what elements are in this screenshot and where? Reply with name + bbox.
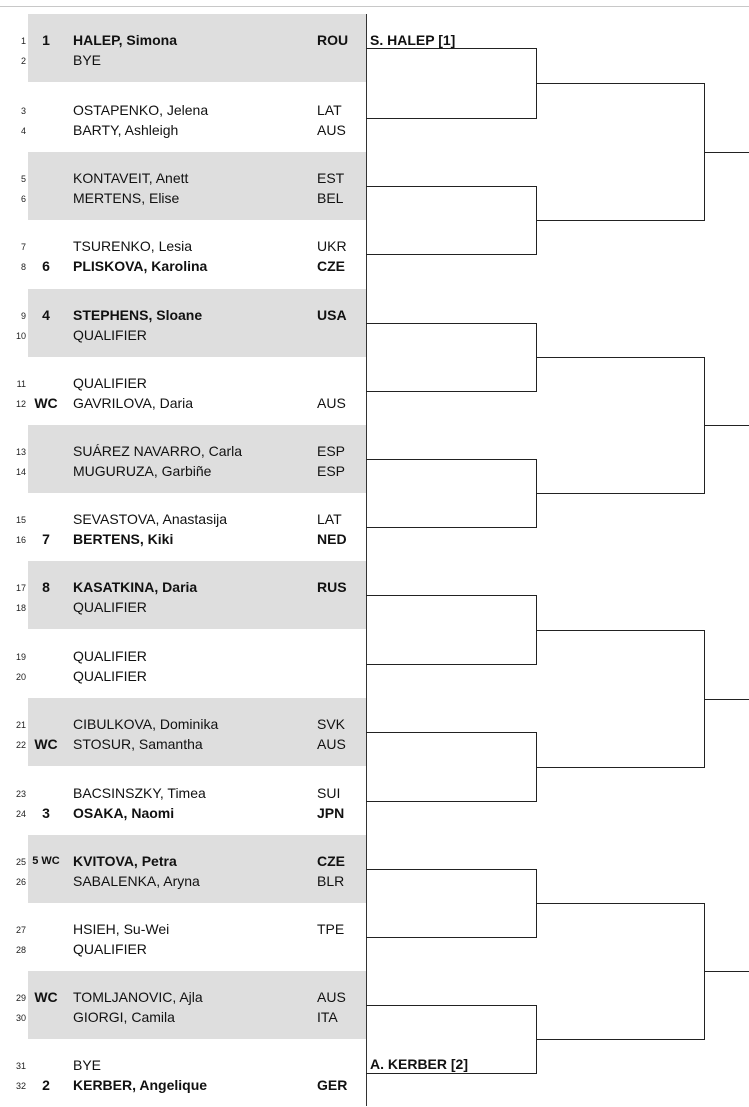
seed-label: 7 xyxy=(42,531,50,547)
bracket-line xyxy=(537,220,705,221)
player-name: SUÁREZ NAVARRO, Carla xyxy=(73,443,243,459)
advancer-top: S. HALEP [1] xyxy=(370,32,456,48)
draw-section xyxy=(28,903,367,971)
draw-section xyxy=(28,14,367,82)
player-nationality: AUS xyxy=(317,122,346,138)
draw-position: 16 xyxy=(15,535,26,545)
bracket-line xyxy=(366,1073,537,1074)
draw-section xyxy=(28,425,367,493)
draw-position: 11 xyxy=(16,379,26,389)
draw-position: 31 xyxy=(15,1061,26,1071)
player-nationality: AUS xyxy=(317,989,346,1005)
draw-column-border xyxy=(366,14,367,1106)
player-name: BACSINSZKY, Timea xyxy=(73,785,206,801)
player-name: BYE xyxy=(73,1057,102,1073)
player-name: TOMLJANOVIC, Ajla xyxy=(73,989,203,1005)
player-nationality: NED xyxy=(317,531,347,547)
player-name: BERTENS, Kiki xyxy=(73,531,174,547)
bracket-line xyxy=(366,527,537,528)
seed-label: 5 WC xyxy=(32,855,60,867)
draw-position: 30 xyxy=(15,1013,26,1023)
draw-position: 14 xyxy=(15,467,26,477)
player-name: BARTY, Ashleigh xyxy=(73,122,179,138)
bracket-line xyxy=(537,630,705,631)
player-nationality: SUI xyxy=(317,785,341,801)
bracket-line xyxy=(705,971,749,972)
player-name: SEVASTOVA, Anastasija xyxy=(73,511,228,527)
bracket-line xyxy=(366,732,537,733)
player-name: BYE xyxy=(73,52,102,68)
seed-label: 4 xyxy=(42,307,50,323)
bracket-line xyxy=(366,595,537,596)
draw-section xyxy=(28,971,367,1039)
draw-position: 22 xyxy=(15,740,26,750)
player-name: HALEP, Simona xyxy=(73,32,177,48)
player-name: KERBER, Angelique xyxy=(73,1077,208,1093)
draw-position: 18 xyxy=(15,603,26,613)
bracket-line xyxy=(537,493,705,494)
player-name: TSURENKO, Lesia xyxy=(73,238,193,254)
player-name: OSAKA, Naomi xyxy=(73,805,175,821)
player-name: KASATKINA, Daria xyxy=(73,579,198,595)
bracket-line xyxy=(366,937,537,938)
bracket-line xyxy=(537,903,705,904)
player-name: CIBULKOVA, Dominika xyxy=(73,716,219,732)
draw-position: 20 xyxy=(15,672,26,682)
draw-position: 13 xyxy=(15,447,26,457)
player-nationality: RUS xyxy=(317,579,347,595)
player-nationality: UKR xyxy=(317,238,347,254)
player-nationality: LAT xyxy=(317,511,342,527)
player-nationality: ESP xyxy=(317,443,346,459)
draw-position: 8 xyxy=(20,262,26,272)
draw-position: 12 xyxy=(15,399,26,409)
advancer-bottom: A. KERBER [2] xyxy=(370,1056,469,1072)
player-name: HSIEH, Su-Wei xyxy=(73,921,170,937)
player-name: QUALIFIER xyxy=(73,941,147,957)
player-nationality: JPN xyxy=(317,805,345,821)
seed-label: 1 xyxy=(42,32,50,48)
bracket-line xyxy=(366,186,537,187)
bracket-line xyxy=(537,1039,705,1040)
draw-section xyxy=(28,289,367,357)
bracket-line xyxy=(705,425,749,426)
bracket-line xyxy=(366,801,537,802)
seed-label: 6 xyxy=(42,258,50,274)
draw-position: 17 xyxy=(15,583,26,593)
draw-position: 26 xyxy=(15,877,26,887)
player-nationality: ITA xyxy=(317,1009,338,1025)
seed-label: 3 xyxy=(42,805,50,821)
player-name: QUALIFIER xyxy=(73,599,147,615)
player-name: STEPHENS, Sloane xyxy=(73,307,203,323)
draw-position: 5 xyxy=(20,174,26,184)
player-nationality: CZE xyxy=(317,853,345,869)
seed-label: WC xyxy=(34,989,58,1005)
player-nationality: BEL xyxy=(317,190,344,206)
player-name: PLISKOVA, Karolina xyxy=(73,258,208,274)
bracket-line xyxy=(366,254,537,255)
player-nationality: ROU xyxy=(317,32,349,48)
draw-position: 23 xyxy=(15,789,26,799)
draw-position: 32 xyxy=(15,1081,26,1091)
player-nationality: AUS xyxy=(317,736,346,752)
draw-section xyxy=(28,1039,367,1107)
draw-section xyxy=(28,220,367,288)
draw-position: 19 xyxy=(15,652,26,662)
draw-position: 15 xyxy=(15,515,26,525)
draw-section xyxy=(28,698,367,766)
player-nationality: BLR xyxy=(317,873,345,889)
draw-section xyxy=(28,493,367,561)
player-name: QUALIFIER xyxy=(73,327,147,343)
player-nationality: EST xyxy=(317,170,345,186)
draw-section xyxy=(28,84,367,152)
player-nationality: TPE xyxy=(317,921,345,937)
player-name: GAVRILOVA, Daria xyxy=(73,395,194,411)
draw-section xyxy=(28,767,367,835)
draw-position: 29 xyxy=(15,993,26,1003)
player-nationality: AUS xyxy=(317,395,346,411)
draw-position: 24 xyxy=(15,809,26,819)
draw-section xyxy=(28,561,367,629)
player-name: SABALENKA, Aryna xyxy=(73,873,200,889)
draw-position: 25 xyxy=(15,857,26,867)
bracket-line xyxy=(366,48,537,49)
player-name: OSTAPENKO, Jelena xyxy=(73,102,209,118)
player-name: QUALIFIER xyxy=(73,648,147,664)
player-nationality: ESP xyxy=(317,463,346,479)
draw-section xyxy=(28,835,367,903)
seed-label: WC xyxy=(34,736,58,752)
player-name: KVITOVA, Petra xyxy=(73,853,177,869)
draw-position: 7 xyxy=(20,242,26,252)
player-name: QUALIFIER xyxy=(73,375,147,391)
bracket-line xyxy=(537,83,705,84)
draw-position: 27 xyxy=(15,925,26,935)
player-name: MUGURUZA, Garbiñe xyxy=(73,463,212,479)
player-nationality: LAT xyxy=(317,102,342,118)
bracket-line xyxy=(366,323,537,324)
draw-position: 3 xyxy=(20,106,26,116)
bracket-line xyxy=(705,699,749,700)
player-name: QUALIFIER xyxy=(73,668,147,684)
draw-position: 2 xyxy=(20,56,26,66)
player-name: GIORGI, Camila xyxy=(73,1009,175,1025)
draw-position: 6 xyxy=(20,194,26,204)
draw-position: 21 xyxy=(15,720,26,730)
top-divider xyxy=(0,6,749,7)
draw-position: 10 xyxy=(15,331,26,341)
draw-section xyxy=(28,152,367,220)
bracket-line xyxy=(366,391,537,392)
draw-position: 28 xyxy=(15,945,26,955)
player-nationality: SVK xyxy=(317,716,346,732)
draw-section xyxy=(28,357,367,425)
bracket-line xyxy=(705,152,749,153)
bracket-line xyxy=(366,459,537,460)
player-nationality: GER xyxy=(317,1077,348,1093)
player-name: MERTENS, Elise xyxy=(73,190,180,206)
draw-position: 4 xyxy=(20,126,26,136)
draw-section xyxy=(28,630,367,698)
bracket-line xyxy=(366,664,537,665)
bracket-line xyxy=(537,767,705,768)
draw-position: 9 xyxy=(20,311,26,321)
bracket-line xyxy=(366,118,537,119)
bracket-line xyxy=(537,357,705,358)
player-nationality: CZE xyxy=(317,258,345,274)
seed-label: 2 xyxy=(42,1077,50,1093)
bracket-line xyxy=(366,869,537,870)
bracket-line xyxy=(366,1005,537,1006)
seed-label: WC xyxy=(34,395,58,411)
player-name: KONTAVEIT, Anett xyxy=(73,170,189,186)
seed-label: 8 xyxy=(42,579,50,595)
player-name: STOSUR, Samantha xyxy=(73,736,203,752)
player-nationality: USA xyxy=(317,307,347,323)
draw-position: 1 xyxy=(20,36,26,46)
